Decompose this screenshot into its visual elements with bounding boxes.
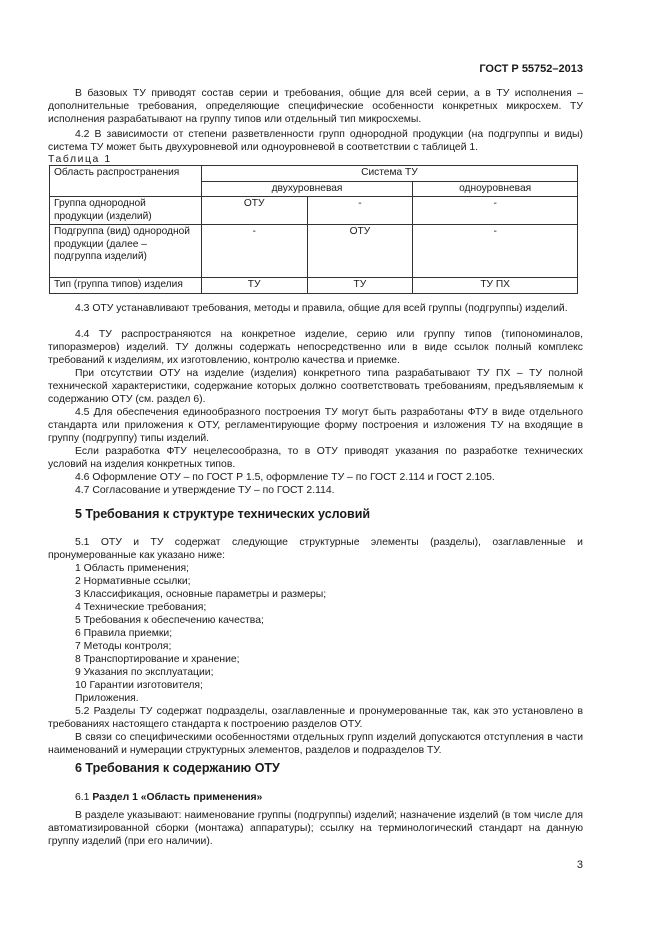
paragraph-6-1-title: Раздел 1 «Область применения» — [92, 792, 263, 803]
cell-value: ТУ — [307, 278, 413, 294]
cell-value: ТУ — [201, 278, 307, 294]
list-item: 1 Область применения; — [75, 563, 190, 574]
table-caption: Таблица 1 — [48, 154, 112, 165]
paragraph-6-1 — [48, 791, 583, 804]
paragraph-6-1-body: В разделе указывают: наименование группы (подгруппы) изделий; назначение изделий (в том числе для автоматизированной сборки (монтажа) аппаратуры); ссылку на терминологический стандарт на данную группу изделий (при его наличии). — [48, 810, 583, 847]
paragraph-4-6: 4.6 Оформление ОТУ – по ГОСТ Р 1.5, оформление ТУ – по ГОСТ 2.114 и ГОСТ 2.105. — [75, 472, 495, 483]
row-label: Тип (группа типов) изделия — [50, 278, 202, 294]
cell-value: - — [413, 197, 578, 225]
section-6-heading: 6 Требования к содержанию ОТУ — [75, 761, 280, 775]
document-code: ГОСТ Р 55752–2013 — [479, 63, 583, 75]
list-item: 5 Требования к обеспечению качества; — [75, 615, 264, 626]
cell-value: ТУ ПХ — [413, 278, 578, 294]
table-row — [50, 225, 578, 278]
paragraph-5-1: 5.1 ОТУ и ТУ содержат следующие структурные элементы (разделы), озаглавленные и пронумерованные как указано ниже: — [48, 537, 583, 561]
page-number: 3 — [576, 859, 583, 871]
list-item: 8 Транспортирование и хранение; — [75, 654, 240, 665]
row-label: Подгруппа (вид) однородной продукции (далее – подгруппа изделий) — [50, 225, 202, 278]
paragraph-4-7: 4.7 Согласование и утверждение ТУ – по ГОСТ 2.114. — [75, 485, 335, 496]
paragraph-4-3: 4.3 ОТУ устанавливают требования, методы и правила, общие для всей группы (подгруппы) изделий. — [75, 303, 568, 314]
paragraph-5-2: 5.2 Разделы ТУ содержат подразделы, озаглавленные и пронумерованные так, как это установлено в требованиях настоящего стандарта к построению разделов ОТУ. — [48, 706, 583, 730]
paragraph-6-1-number: 6.1 — [75, 792, 90, 803]
list-item: Приложения. — [75, 693, 139, 704]
header-one-level: одноуровневая — [413, 181, 578, 197]
cell-value: ОТУ — [201, 197, 307, 225]
paragraph-4-2: 4.2 В зависимости от степени разветвленности групп однородной продукции (на подгруппы и виды) система ТУ может быть двухуровневой или одноуровневой в соответствии с таблицей 1. — [48, 129, 583, 153]
list-item: 10 Гарантии изготовителя; — [75, 680, 203, 691]
cell-value: ОТУ — [307, 225, 413, 278]
list-item: 3 Классификация, основные параметры и размеры; — [75, 589, 327, 600]
section-5-heading: 5 Требования к структуре технических условий — [75, 507, 371, 521]
list-item: 7 Методы контроля; — [75, 641, 172, 652]
paragraph-5-2-cont: В связи со специфическими особенностями отдельных групп изделий допускаются отступления в части наименований и нумерации структурных элементов, разделов и подразделов ТУ. — [48, 732, 583, 756]
row-label: Группа однородной продукции (изделий) — [50, 197, 202, 225]
header-system: Система ТУ — [201, 166, 577, 182]
list-item: 4 Технические требования; — [75, 602, 207, 613]
cell-value: - — [201, 225, 307, 278]
cell-value: - — [413, 225, 578, 278]
header-area: Область распространения — [50, 166, 202, 197]
paragraph-intro: В базовых ТУ приводят состав серии и требования, общие для всей серии, а в ТУ исполнения – дополнительные требования, определяющие специфические особенности конкретных микросхем. ТУ исполнения разрабатывают на группу типов или отдельный тип микросхемы. — [48, 88, 583, 125]
paragraph-4-4-cont: При отсутствии ОТУ на изделие (изделия) конкретного типа разрабатывают ТУ ПХ – ТУ полной технической характеристики, содержание которых должно соответствовать требованиям, предъявляемым к содержанию ОТУ (см. раздел 6). — [48, 368, 583, 405]
table-1 — [49, 165, 578, 294]
cell-value: - — [307, 197, 413, 225]
table-row — [50, 197, 578, 225]
paragraph-4-4: 4.4 ТУ распространяются на конкретное изделие, серию или группу типов (типономиналов, типоразмеров) изделий. ТУ должны содержать непосредственно или в виде ссылок полный комплекс требований к изделиям, их изготовлению, контролю качества и приемке. — [48, 329, 583, 366]
list-item: 9 Указания по эксплуатации; — [75, 667, 214, 678]
table-row — [50, 278, 578, 294]
list-item: 6 Правила приемки; — [75, 628, 173, 639]
paragraph-4-5-cont: Если разработка ФТУ нецелесообразна, то в ОТУ приводят указания по разработке технических условий на изделия конкретных типов. — [48, 446, 583, 470]
header-two-level: двухуровневая — [201, 181, 413, 197]
paragraph-4-5: 4.5 Для обеспечения единообразного построения ТУ могут быть разработаны ФТУ в виде отдельного стандарта или приложения к ОТУ, регламентирующие форму построения и изложения ТУ на входящие в группу (подгруппу) типы изделий. — [48, 407, 583, 444]
list-item: 2 Нормативные ссылки; — [75, 576, 191, 587]
